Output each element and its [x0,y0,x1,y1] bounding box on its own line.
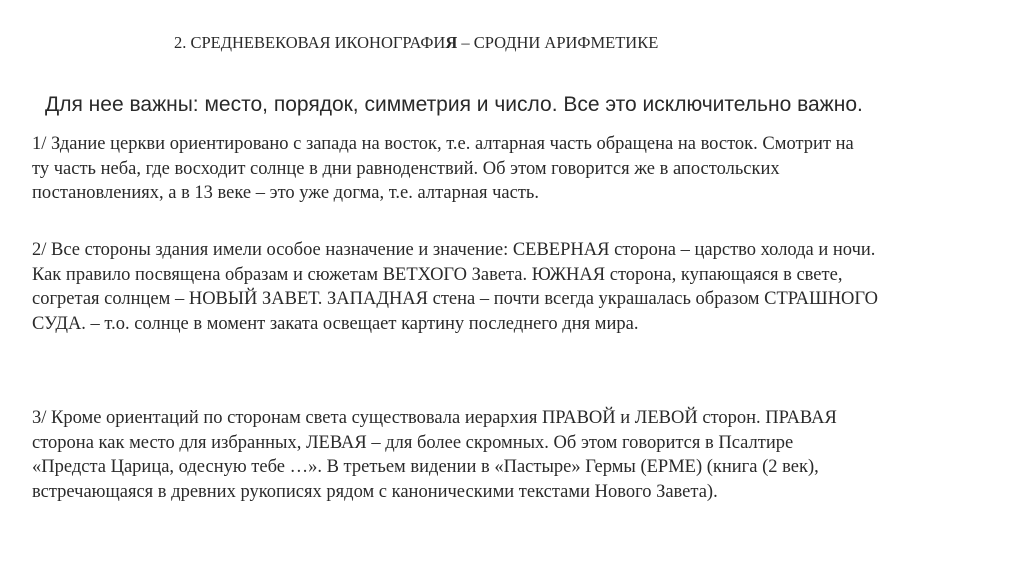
paragraph-line: Как правило посвящена образам и сюжетам ВЕТХОГО Завета. ЮЖНАЯ сторона, купающаяся в свете, [32,264,843,285]
paragraph-line: ту часть неба, где восходит солнце в дни равноденствий. Об этом говорится же в апостольских [32,158,780,179]
paragraph-orientation [32,132,1008,206]
slide-title-prefix: 2. СРЕДНЕВЕКОВАЯ ИКОНОГРАФИ [174,33,446,52]
paragraph-line: согретая солнцем – НОВЫЙ ЗАВЕТ. ЗАПАДНАЯ стена – почти всегда украшалась образом СТРАШНОГО [32,289,879,309]
paragraph-hierarchy [32,406,1008,504]
paragraph-line: 2/ Все стороны здания имели особое назначение и значение: СЕВЕРНАЯ сторона – царство холода и ночи. [32,240,876,260]
paragraph-line: сторона как место для избранных, ЛЕВАЯ – для более скромных. Об этом говорится в Псалтире [32,432,794,453]
slide-title-bold: Я [445,33,458,52]
paragraph-line: постановлениях, а в 13 веке – это уже догма, т.е. алтарная часть. [32,183,539,203]
paragraph-sides [32,238,1008,336]
paragraph-line: встречающаяся в древних рукописях рядом с каноническими текстами Нового Завета). [32,481,718,502]
slide-subtitle: Для нее важны: место, порядок, симметрия и число. Все это исключительно важно. [45,93,863,116]
slide-title [174,33,658,53]
paragraph-line: «Предста Царица, одесную тебе …». В третьем видении в «Пастыре» Гермы (ЕРМЕ) (книга (2 век), [32,457,819,477]
paragraph-line: 3/ Кроме ориентаций по сторонам света существовала иерархия ПРАВОЙ и ЛЕВОЙ сторон. ПРАВАЯ [32,408,837,428]
slide-title-suffix: – СРОДНИ АРИФМЕТИКЕ [457,33,659,52]
paragraph-line: СУДА. – т.о. солнце в момент заката освещает картину последнего дня мира. [32,313,639,334]
paragraph-line: 1/ Здание церкви ориентировано с запада на восток, т.е. алтарная часть обращена на восток. Смотрит на [32,134,854,154]
